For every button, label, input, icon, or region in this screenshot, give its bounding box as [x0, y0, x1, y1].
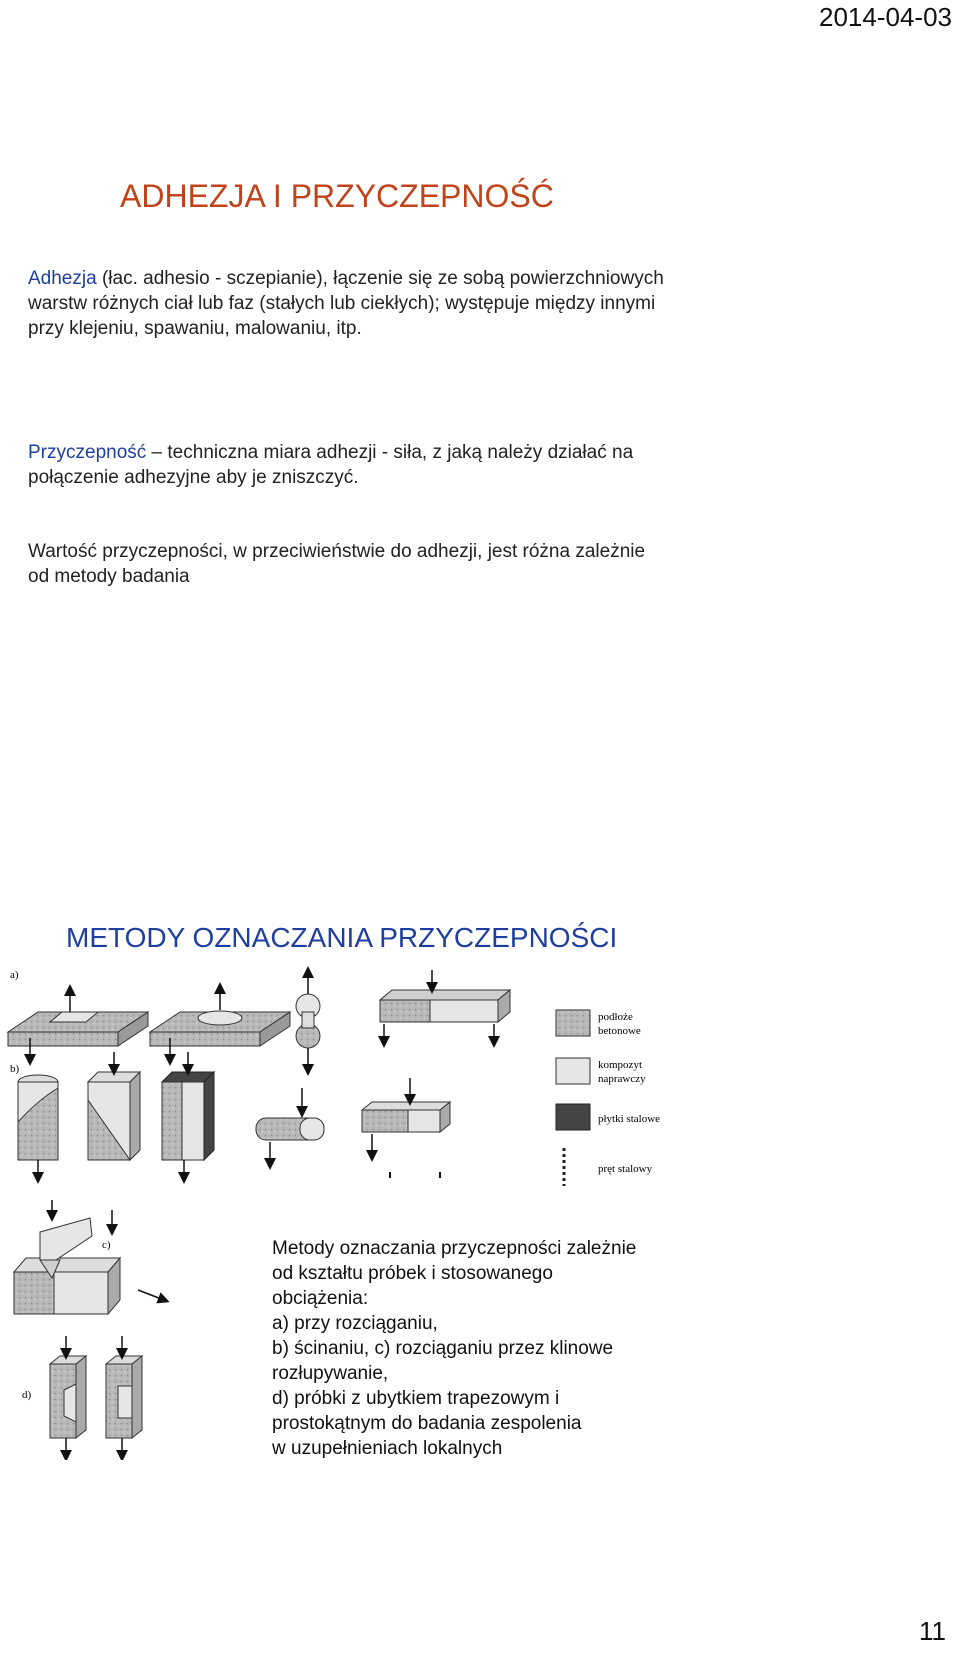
- specimen-b3: [162, 1052, 214, 1178]
- description-line: a) przy rozciąganiu,: [272, 1313, 438, 1334]
- description-line: w uzupełnieniach lokalnych: [272, 1438, 503, 1459]
- specimen-b1: [18, 1075, 58, 1178]
- term-adhezja: Adhezja: [28, 268, 97, 289]
- description-line: rozłupywanie,: [272, 1363, 389, 1384]
- description-line: Metody oznaczania przyczepności zależnie: [272, 1238, 637, 1259]
- slide-title-methods: METODY OZNACZANIA PRZYCZEPNOŚCI: [66, 922, 618, 953]
- specimen-b5: [362, 1078, 450, 1156]
- legend-item-2-line2: naprawczy: [598, 1073, 646, 1085]
- page-number: 11: [919, 1616, 946, 1646]
- specimen-a1: [8, 990, 148, 1060]
- methods-description: [272, 1236, 692, 1461]
- paragraph-adherence-value: Wartość przyczepności, w przeciwieństwie do adhezji, jest różna zależnie od metody badania: [28, 541, 646, 587]
- label-c: c): [102, 1239, 111, 1251]
- paragraph-adherence-definition: [28, 440, 668, 490]
- specimen-d1: [50, 1336, 86, 1456]
- specimen-a3: [296, 972, 320, 1070]
- term-przyczepnosc: Przyczepność: [28, 442, 147, 463]
- label-d: d): [22, 1389, 32, 1401]
- specimen-b2: [88, 1052, 140, 1160]
- slide-date: 2014-04-03: [819, 2, 952, 32]
- legend-item-1-line2: betonowe: [598, 1025, 641, 1037]
- description-line: d) próbki z ubytkiem trapezowym i: [272, 1388, 560, 1409]
- description-line: prostokątnym do badania zespolenia: [272, 1413, 582, 1434]
- label-b: b): [10, 1063, 20, 1075]
- label-a: a): [10, 969, 19, 981]
- legend-item-1-line1: podłoże: [598, 1011, 633, 1023]
- specimen-a2: [150, 988, 290, 1060]
- specimen-c: [14, 1200, 164, 1314]
- definition-adhezja: (łac. adhesio - sczepianie), łączenie się ze sobą powierzchniowych warstw różnych ciał lub faz (stałych lub ciekłych); występuje między innymi przy klejeniu, spawaniu, malowaniu, itp.: [28, 268, 664, 339]
- description-line: od kształtu próbek i stosowanego: [272, 1263, 553, 1284]
- paragraph-adhesion-definition: [28, 266, 668, 341]
- legend-item-4-line1: pręt stalowy: [598, 1163, 653, 1175]
- description-line: obciążenia:: [272, 1288, 369, 1309]
- legend: [556, 1010, 660, 1186]
- description-line: b) ścinaniu, c) rozciąganiu przez klinowe: [272, 1338, 614, 1359]
- slide-title-adhesion: ADHEZJA I PRZYCZEPNOŚĆ: [120, 178, 554, 214]
- specimen-b4: [256, 1088, 324, 1164]
- specimen-d2: [106, 1336, 142, 1456]
- specimen-a4: [380, 970, 510, 1042]
- legend-item-3-line1: płytki stalowe: [598, 1113, 661, 1125]
- legend-item-2-line1: kompozyt: [598, 1059, 642, 1071]
- definition-przyczepnosc: – techniczna miara adhezji - siła, z jaką należy działać na połączenie adhezyjne aby je zniszczyć.: [28, 442, 634, 488]
